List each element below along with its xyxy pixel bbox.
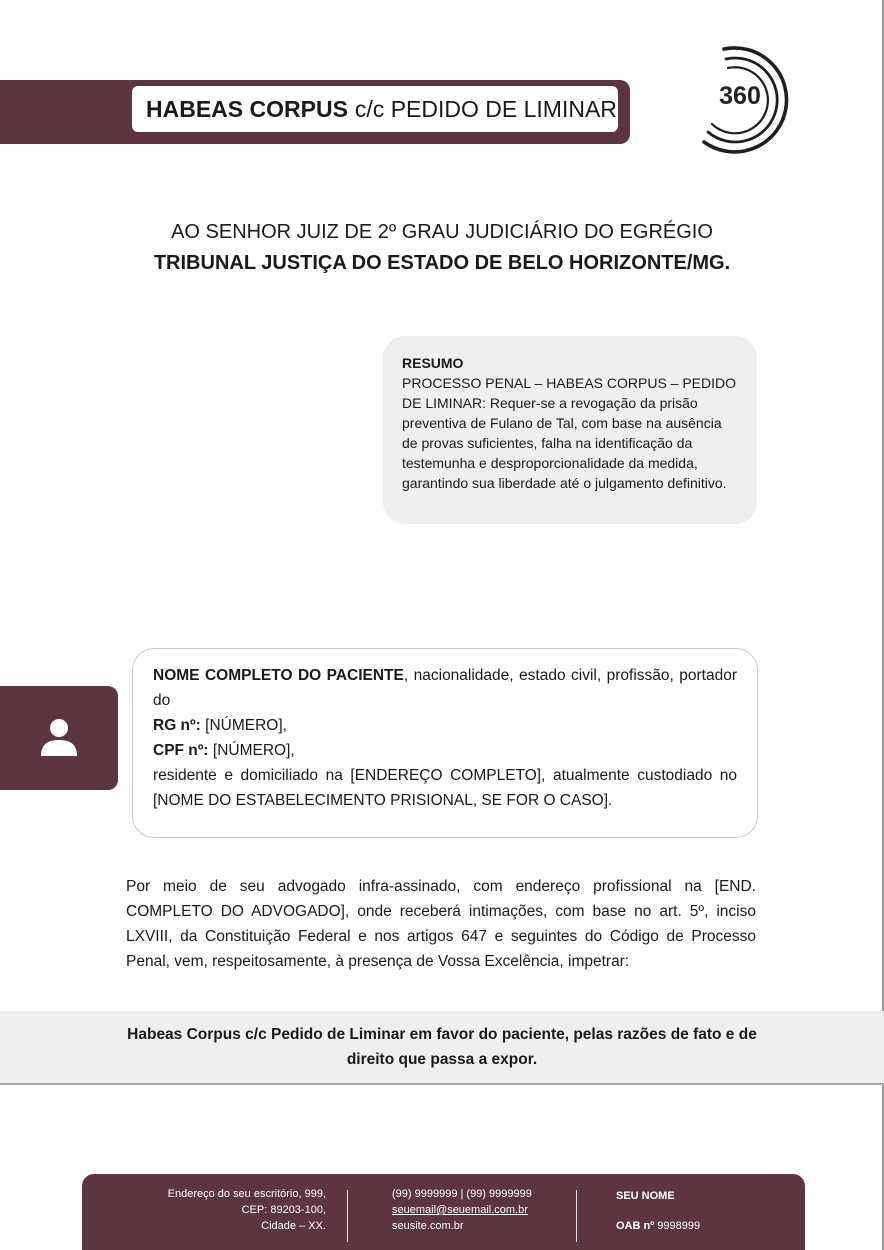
footer — [82, 1174, 805, 1250]
title-rest: c/c PEDIDO DE LIMINAR — [354, 95, 617, 122]
party-cpf — [153, 738, 737, 763]
oab-label: OAB nº — [616, 1220, 655, 1232]
footer-address — [82, 1186, 326, 1234]
party-residence-2: [NOME DO ESTABELECIMENTO PRISIONAL, SE FOR O CASO]. — [153, 792, 613, 809]
footer-phones: (99) 9999999 | (99) 9999999 — [392, 1188, 532, 1200]
highlight-band — [0, 1011, 884, 1085]
rg-value: [NÚMERO], — [200, 717, 287, 734]
footer-contact — [392, 1186, 572, 1234]
footer-name: SEU NOME — [616, 1190, 675, 1202]
cpf-label: CPF nº: — [153, 742, 209, 759]
summary-box — [383, 336, 757, 524]
party-residence-1: residente e domiciliado na [ENDEREÇO COMPLETO], atualmente custodiado no — [153, 767, 737, 784]
title-bold: HABEAS CORPUS — [146, 95, 348, 122]
rg-label: RG nº: — [153, 717, 201, 734]
document-title — [132, 86, 618, 132]
footer-address-line-3: Cidade – XX. — [261, 1220, 326, 1232]
party-card — [132, 648, 758, 838]
addressee — [0, 218, 884, 278]
footer-divider — [576, 1190, 577, 1242]
cpf-value: [NÚMERO], — [208, 742, 295, 759]
party-qualification: , nacionalidade, estado civil, profissão, portador — [403, 667, 737, 684]
party-name-line — [153, 663, 737, 688]
summary-text: PROCESSO PENAL – HABEAS CORPUS – PEDIDO DE LIMINAR: Requer-se a revogação da prisão preventiva de Fulano de Tal, com base na ausência de provas suficientes, falha na identificação da testemunha e desproporcionalidade da medida, garantindo sua liberdade até o julgamento definitivo. — [402, 375, 737, 491]
logo-text: 360 — [719, 82, 761, 110]
summary-title: RESUMO — [402, 355, 464, 371]
intro-paragraph: Por meio de seu advogado infra-assinado, com endereço profissional na [END. COMPLETO DO ADVOGADO], onde receberá intimações, com base no art. 5º, inciso LXVIII, da Constituição Federal e nos artigos 647 e seguintes do Código de Processo Penal, vem, respeitosamente, à presença de Vossa Excelência, impetrar: — [126, 878, 756, 970]
addressee-line-1: AO SENHOR JUIZ DE 2º GRAU JUDICIÁRIO DO EGRÉGIO — [171, 221, 713, 243]
footer-address-line-1: Endereço do seu escritório, 999, — [167, 1188, 326, 1200]
user-icon — [40, 718, 78, 758]
footer-email-link[interactable]: seuemail@seuemail.com.br — [392, 1204, 528, 1216]
avatar-tab — [0, 686, 118, 790]
party-do: do — [153, 692, 171, 709]
footer-divider — [347, 1190, 348, 1242]
highlight-text: Habeas Corpus c/c Pedido de Liminar em favor do paciente, pelas razões de fato e de direito que passa a expor. — [127, 1026, 757, 1068]
party-rg — [153, 713, 737, 738]
addressee-line-2: TRIBUNAL JUSTIÇA DO ESTADO DE BELO HORIZONTE/MG. — [153, 252, 731, 274]
footer-address-line-2: CEP: 89203-100, — [241, 1204, 326, 1216]
party-name: NOME COMPLETO DO PACIENTE — [153, 667, 404, 684]
footer-site: seusite.com.br — [392, 1220, 464, 1232]
oab-number: 9998999 — [654, 1220, 701, 1232]
footer-oab — [616, 1218, 796, 1234]
